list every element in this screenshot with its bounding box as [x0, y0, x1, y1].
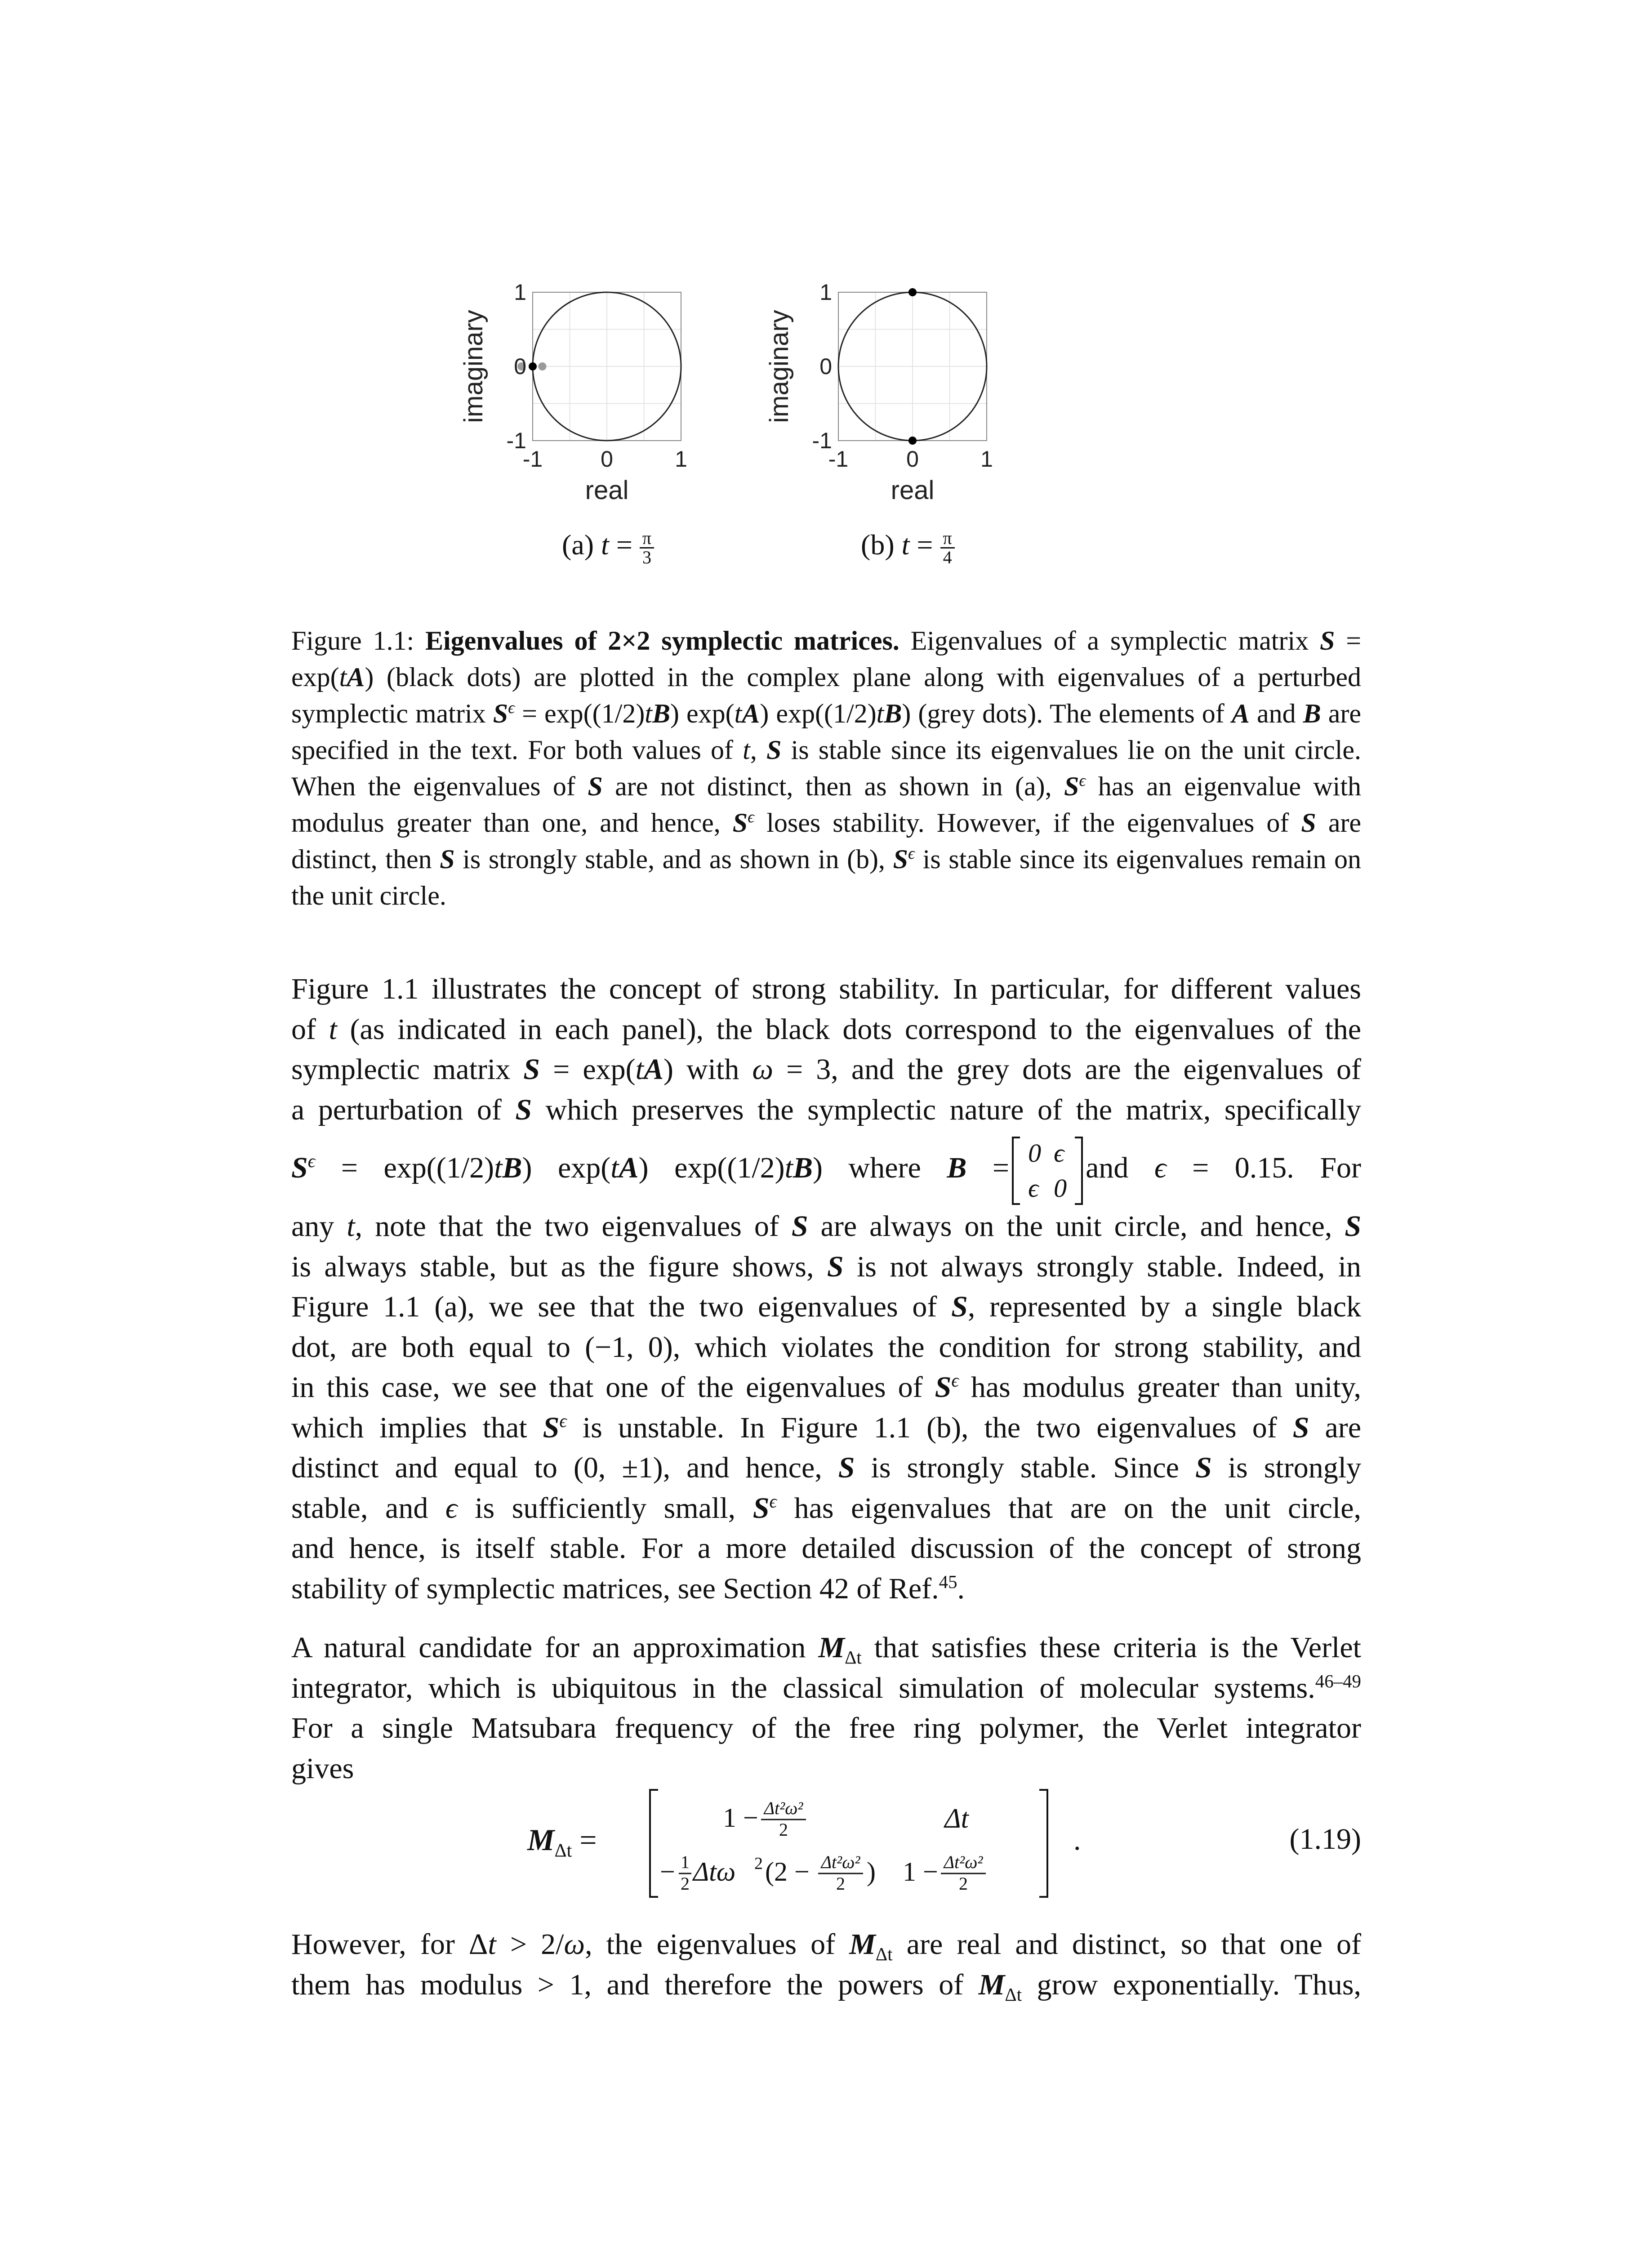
figure-caption: Figure 1.1: Eigenvalues of 2×2 symplectic matrices. Eigenvalues of a symplectic matrix S = exp(tA) (black dots) are plotted in the complex plane along with eigenvalues of a perturbed symplectic matrix $S^\epsilon = \exp((1/2)tB)$ exp(tA) exp((1/2)tB) (grey dots). The elements of A and B are specified in the text. For both values of t, S is stable since its eigenvalues lie on the unit circle. When the eigenvalues of S are not distinct, then as shown in (a), $S^\epsilon$ has an eigenvalue with modulus greater than one, and hence, $S^\epsilon$ loses stability. However, if the eigenvalues of S are distinct, then S is strongly stable, and as shown in (b), $S^\epsilon$ is stable since its eigenvalues remain on the unit circle.: [291, 626, 1362, 910]
paragraph-verlet: A natural candidate for an approximation $M_{\Delta t}$ that satisfies these criteria is the Verlet integrator, which is ubiquitous in the classical simulation of molecular systems.$^{46-49}$ For a single Matsubara frequency of the free ring polymer, the Verlet integrator gives: [291, 1631, 1362, 1785]
black-eigenvalue-dot: [908, 437, 917, 445]
a22-text: 1 −: [903, 1857, 938, 1887]
reference-46-49: 46–49: [1315, 1671, 1361, 1691]
paragraph-strong-stability: Figure 1.1 illustrates the concept of strong stability. In particular, for different values of t (as indicated in each panel), the black dots correspond to the eigenvalues of the symplectic matrix S = exp(tA) with ω = 3, and the grey dots are the eigenvalues of a perturbation of S which preserves the symplectic nature of the matrix, specifically $S^\epsilon = \exp((1/2)tB)$ exp(tA) exp((1/2)tB) where B = 0 ϵ ϵ 0 and ϵ = 0.15. For any t, note that the two eigenvalues of S are always on the unit circle, and hence, S is always stable, but as the figure shows, S is not always strongly stable. Indeed, in Figure 1.1 (a), we see that the two eigenvalues of S, represented by a single black dot, are both equal to (−1, 0), which violates the condition for strong stability, and in this case, we see that one of the eigenvalues of $S^\epsilon$ has modulus greater than unity, which implies that $S^\epsilon$ is unstable. In Figure 1.1 (b), the two eigenvalues of S are distinct and equal to (0, ±1), and hence, S is strongly stable. Since S is strongly stable, and ϵ is sufficiently small, $S^\epsilon$ has eigenvalues that are on the unit circle, and hence, is itself stable. For a more detailed discussion of the concept of strong stability of symplectic matrices, see Section 42 of Ref.$^{45}$.: [291, 972, 1362, 1605]
fraction-pi-over-3: $\frac{\pi}{3}$: [640, 529, 654, 566]
caption-title: Eigenvalues of 2×2 symplectic matrices.: [425, 626, 899, 656]
y-tick-label: -1: [506, 428, 526, 453]
equation-lhs: $M_{\Delta t}$ =: [527, 1823, 597, 1861]
grey-eigenvalue-dot: [538, 362, 546, 370]
a11-frac-den: 2: [779, 1820, 788, 1840]
x-tick-label: 0: [906, 446, 919, 472]
y-tick-label: 1: [819, 280, 832, 305]
x-tick-label: 0: [601, 446, 613, 472]
a21-dtw: Δtω: [693, 1857, 736, 1887]
a11-text: 1 −: [723, 1803, 758, 1833]
eigenvalue-plot-a: [443, 265, 704, 508]
a22-frac-num: Δt²ω²: [944, 1852, 983, 1872]
y-tick-label: -1: [812, 428, 832, 453]
verlet-matrix: [646, 1787, 1051, 1900]
x-tick-label: -1: [828, 446, 849, 472]
half-den: 2: [681, 1873, 690, 1894]
x-tick-label: 1: [980, 446, 993, 472]
figure: [0, 0, 1652, 593]
a12-text: Δt: [944, 1803, 969, 1834]
subcaption-a: (a) t = $\frac{\pi}{3}$: [562, 528, 654, 566]
y-axis-label: imaginary: [459, 310, 488, 423]
fraction-pi-over-4: $\frac{\pi}{4}$: [940, 529, 955, 566]
subcaption-b: (b) t = $\frac{\pi}{4}$: [861, 528, 955, 566]
half-num: 1: [681, 1852, 690, 1872]
a21-frac-num: Δt²ω²: [821, 1852, 860, 1872]
a21-minus: −: [660, 1857, 675, 1887]
matrix-B: 0 ϵ ϵ 0: [1012, 1136, 1083, 1206]
a22-frac-den: 2: [959, 1873, 968, 1894]
eigenvalue-plot-b: [748, 265, 1009, 508]
a21-sq: 2: [754, 1854, 763, 1873]
y-tick-label: 0: [819, 354, 832, 379]
a21-frac-den: 2: [836, 1873, 845, 1894]
x-tick-label: -1: [522, 446, 543, 472]
y-tick-label: 1: [514, 280, 526, 305]
equation-period: .: [1073, 1824, 1081, 1856]
a21-close: ): [867, 1857, 876, 1887]
x-axis-label: real: [585, 476, 629, 505]
y-tick-label: 0: [514, 354, 526, 379]
x-tick-label: 1: [675, 446, 687, 472]
paragraph-instability: However, for Δt > 2/ω, the eigenvalues of $M_{\Delta t}$ are real and distinct, so that one of them has modulus > 1, and therefore the powers of $M_{\Delta t}$ grow exponentially. Thus,: [291, 1928, 1362, 2005]
equation-number: (1.19): [1289, 1823, 1361, 1855]
a11-frac-num: Δt²ω²: [764, 1798, 803, 1818]
reference-45: 45: [939, 1571, 957, 1592]
a21-paren: (2 −: [765, 1857, 810, 1887]
equation-1-19: [291, 1787, 1361, 1900]
y-axis-label: imaginary: [765, 310, 794, 423]
black-eigenvalue-dot: [908, 288, 917, 296]
x-axis-label: real: [891, 476, 935, 505]
black-eigenvalue-dot: [529, 362, 537, 370]
